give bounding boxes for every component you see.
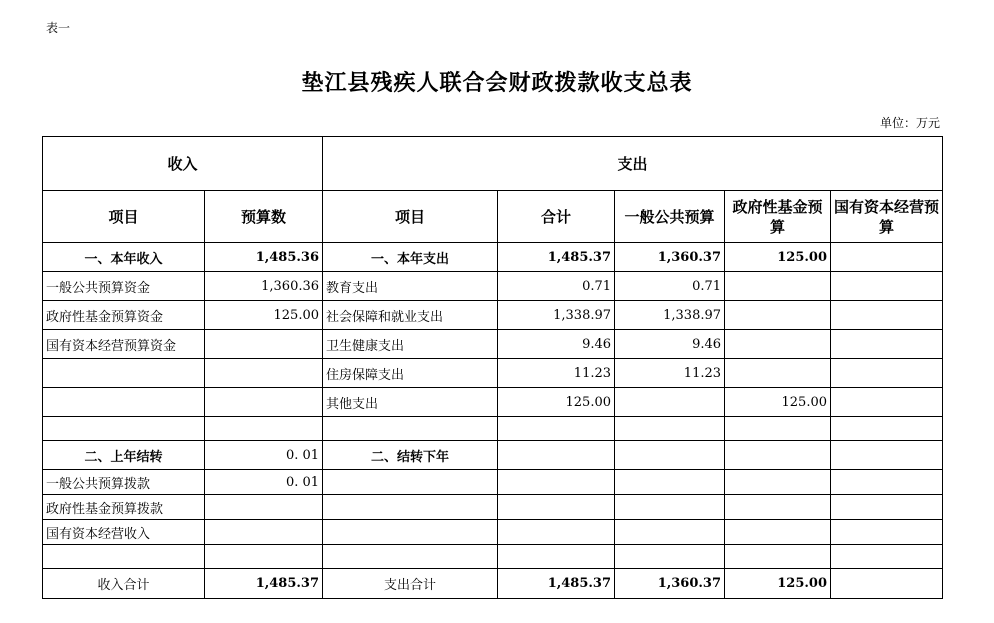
expense-total-cell [498,470,615,495]
income-total-label: 收入合计 [43,569,205,599]
expense-item-cell: 住房保障支出 [323,359,498,388]
expense-state-cell [831,495,943,520]
expense-state-cell [831,520,943,545]
expense-total-cell: 0.71 [498,272,615,301]
income-amount-cell [205,330,323,359]
expense-state-cell [831,441,943,470]
income-item-cell [43,359,205,388]
expense-total-label: 支出合计 [323,569,498,599]
income-item-cell: 一、本年收入 [43,243,205,272]
expense-general-cell: 11.23 [615,359,725,388]
expense-item-cell: 教育支出 [323,272,498,301]
expense-fund-cell [725,330,831,359]
expense-item-cell: 一、本年支出 [323,243,498,272]
budget-table [42,136,943,599]
header-income: 收入 [43,137,323,191]
expense-general-cell [615,495,725,520]
expense-general-cell: 0.71 [615,272,725,301]
income-item-cell: 政府性基金预算拨款 [43,495,205,520]
expense-fund-cell [725,520,831,545]
income-item-cell [43,417,205,441]
income-amount-cell: 1,485.36 [205,243,323,272]
expense-state-cell [831,243,943,272]
income-item-cell: 二、上年结转 [43,441,205,470]
income-amount-cell [205,495,323,520]
expense-item-cell [323,470,498,495]
income-amount-cell: 125.00 [205,301,323,330]
expense-item-cell [323,545,498,569]
expense-state-cell [831,330,943,359]
income-item-cell: 政府性基金预算资金 [43,301,205,330]
expense-state-cell [831,545,943,569]
income-amount-cell [205,417,323,441]
expense-state-cell [831,417,943,441]
col-header-total: 合计 [498,191,615,243]
expense-item-cell [323,417,498,441]
expense-total-cell [498,441,615,470]
expense-total-cell: 11.23 [498,359,615,388]
table-row [43,388,943,417]
expense-general-cell: 1,338.97 [615,301,725,330]
col-header-budget: 预算数 [205,191,323,243]
expense-fund-cell: 125.00 [725,388,831,417]
col-header-general: 一般公共预算 [615,191,725,243]
expense-total-cell [498,545,615,569]
expense-item-cell: 卫生健康支出 [323,330,498,359]
totals-row [43,569,943,599]
income-item-cell [43,545,205,569]
col-header-item2: 项目 [323,191,498,243]
expense-general-cell [615,441,725,470]
expense-total-cell [498,417,615,441]
header-expense: 支出 [323,137,943,191]
table-row [43,495,943,520]
income-amount-cell [205,520,323,545]
unit-label: 单位：万元 [879,116,940,130]
income-item-cell: 一般公共预算拨款 [43,470,205,495]
table-row [43,417,943,441]
expense-fund-cell [725,495,831,520]
income-amount-cell [205,359,323,388]
expense-fund-cell [725,301,831,330]
table-row [43,441,943,470]
expense-total-cell: 9.46 [498,330,615,359]
expense-fund-cell [725,359,831,388]
col-header-fund: 政府性基金预算 [725,191,831,243]
income-amount-cell: 1,360.36 [205,272,323,301]
expense-total-cell: 1,338.97 [498,301,615,330]
expense-item-cell [323,520,498,545]
expense-fund-cell [725,272,831,301]
expense-fund-cell [725,545,831,569]
expense-total-amount: 1,485.37 [498,569,615,599]
expense-fund-cell: 125.00 [725,243,831,272]
header-row-columns [43,191,943,243]
table-number-label: 表一 [46,21,71,35]
table-row [43,545,943,569]
expense-total-cell: 1,485.37 [498,243,615,272]
expense-general-cell: 9.46 [615,330,725,359]
col-header-state: 国有资本经营预算 [831,191,943,243]
expense-total-state [831,569,943,599]
page-title: 垫江县残疾人联合会财政拨款收支总表 [301,70,693,96]
expense-state-cell [831,359,943,388]
expense-item-cell [323,495,498,520]
expense-fund-cell [725,441,831,470]
income-item-cell: 国有资本经营收入 [43,520,205,545]
expense-total-cell: 125.00 [498,388,615,417]
expense-state-cell [831,272,943,301]
table-row [43,301,943,330]
income-amount-cell [205,388,323,417]
income-amount-cell: 0. 01 [205,470,323,495]
expense-general-cell [615,470,725,495]
expense-fund-cell [725,417,831,441]
expense-item-cell: 社会保障和就业支出 [323,301,498,330]
expense-general-cell [615,545,725,569]
expense-state-cell [831,388,943,417]
expense-general-cell [615,520,725,545]
expense-item-cell: 其他支出 [323,388,498,417]
expense-total-cell [498,495,615,520]
expense-general-cell [615,388,725,417]
col-header-item: 项目 [43,191,205,243]
expense-total-cell [498,520,615,545]
table-row [43,470,943,495]
table-row [43,520,943,545]
income-amount-cell [205,545,323,569]
income-item-cell [43,388,205,417]
expense-general-cell [615,417,725,441]
table-row [43,243,943,272]
table-row [43,359,943,388]
expense-general-cell: 1,360.37 [615,243,725,272]
expense-item-cell: 二、结转下年 [323,441,498,470]
income-item-cell: 一般公共预算资金 [43,272,205,301]
expense-fund-cell [725,470,831,495]
income-item-cell: 国有资本经营预算资金 [43,330,205,359]
header-row-top [43,137,943,191]
table-row [43,330,943,359]
income-total-amount: 1,485.37 [205,569,323,599]
table-row [43,272,943,301]
income-amount-cell: 0. 01 [205,441,323,470]
expense-total-fund: 125.00 [725,569,831,599]
expense-state-cell [831,470,943,495]
expense-total-general: 1,360.37 [615,569,725,599]
expense-state-cell [831,301,943,330]
table-body [43,243,943,569]
